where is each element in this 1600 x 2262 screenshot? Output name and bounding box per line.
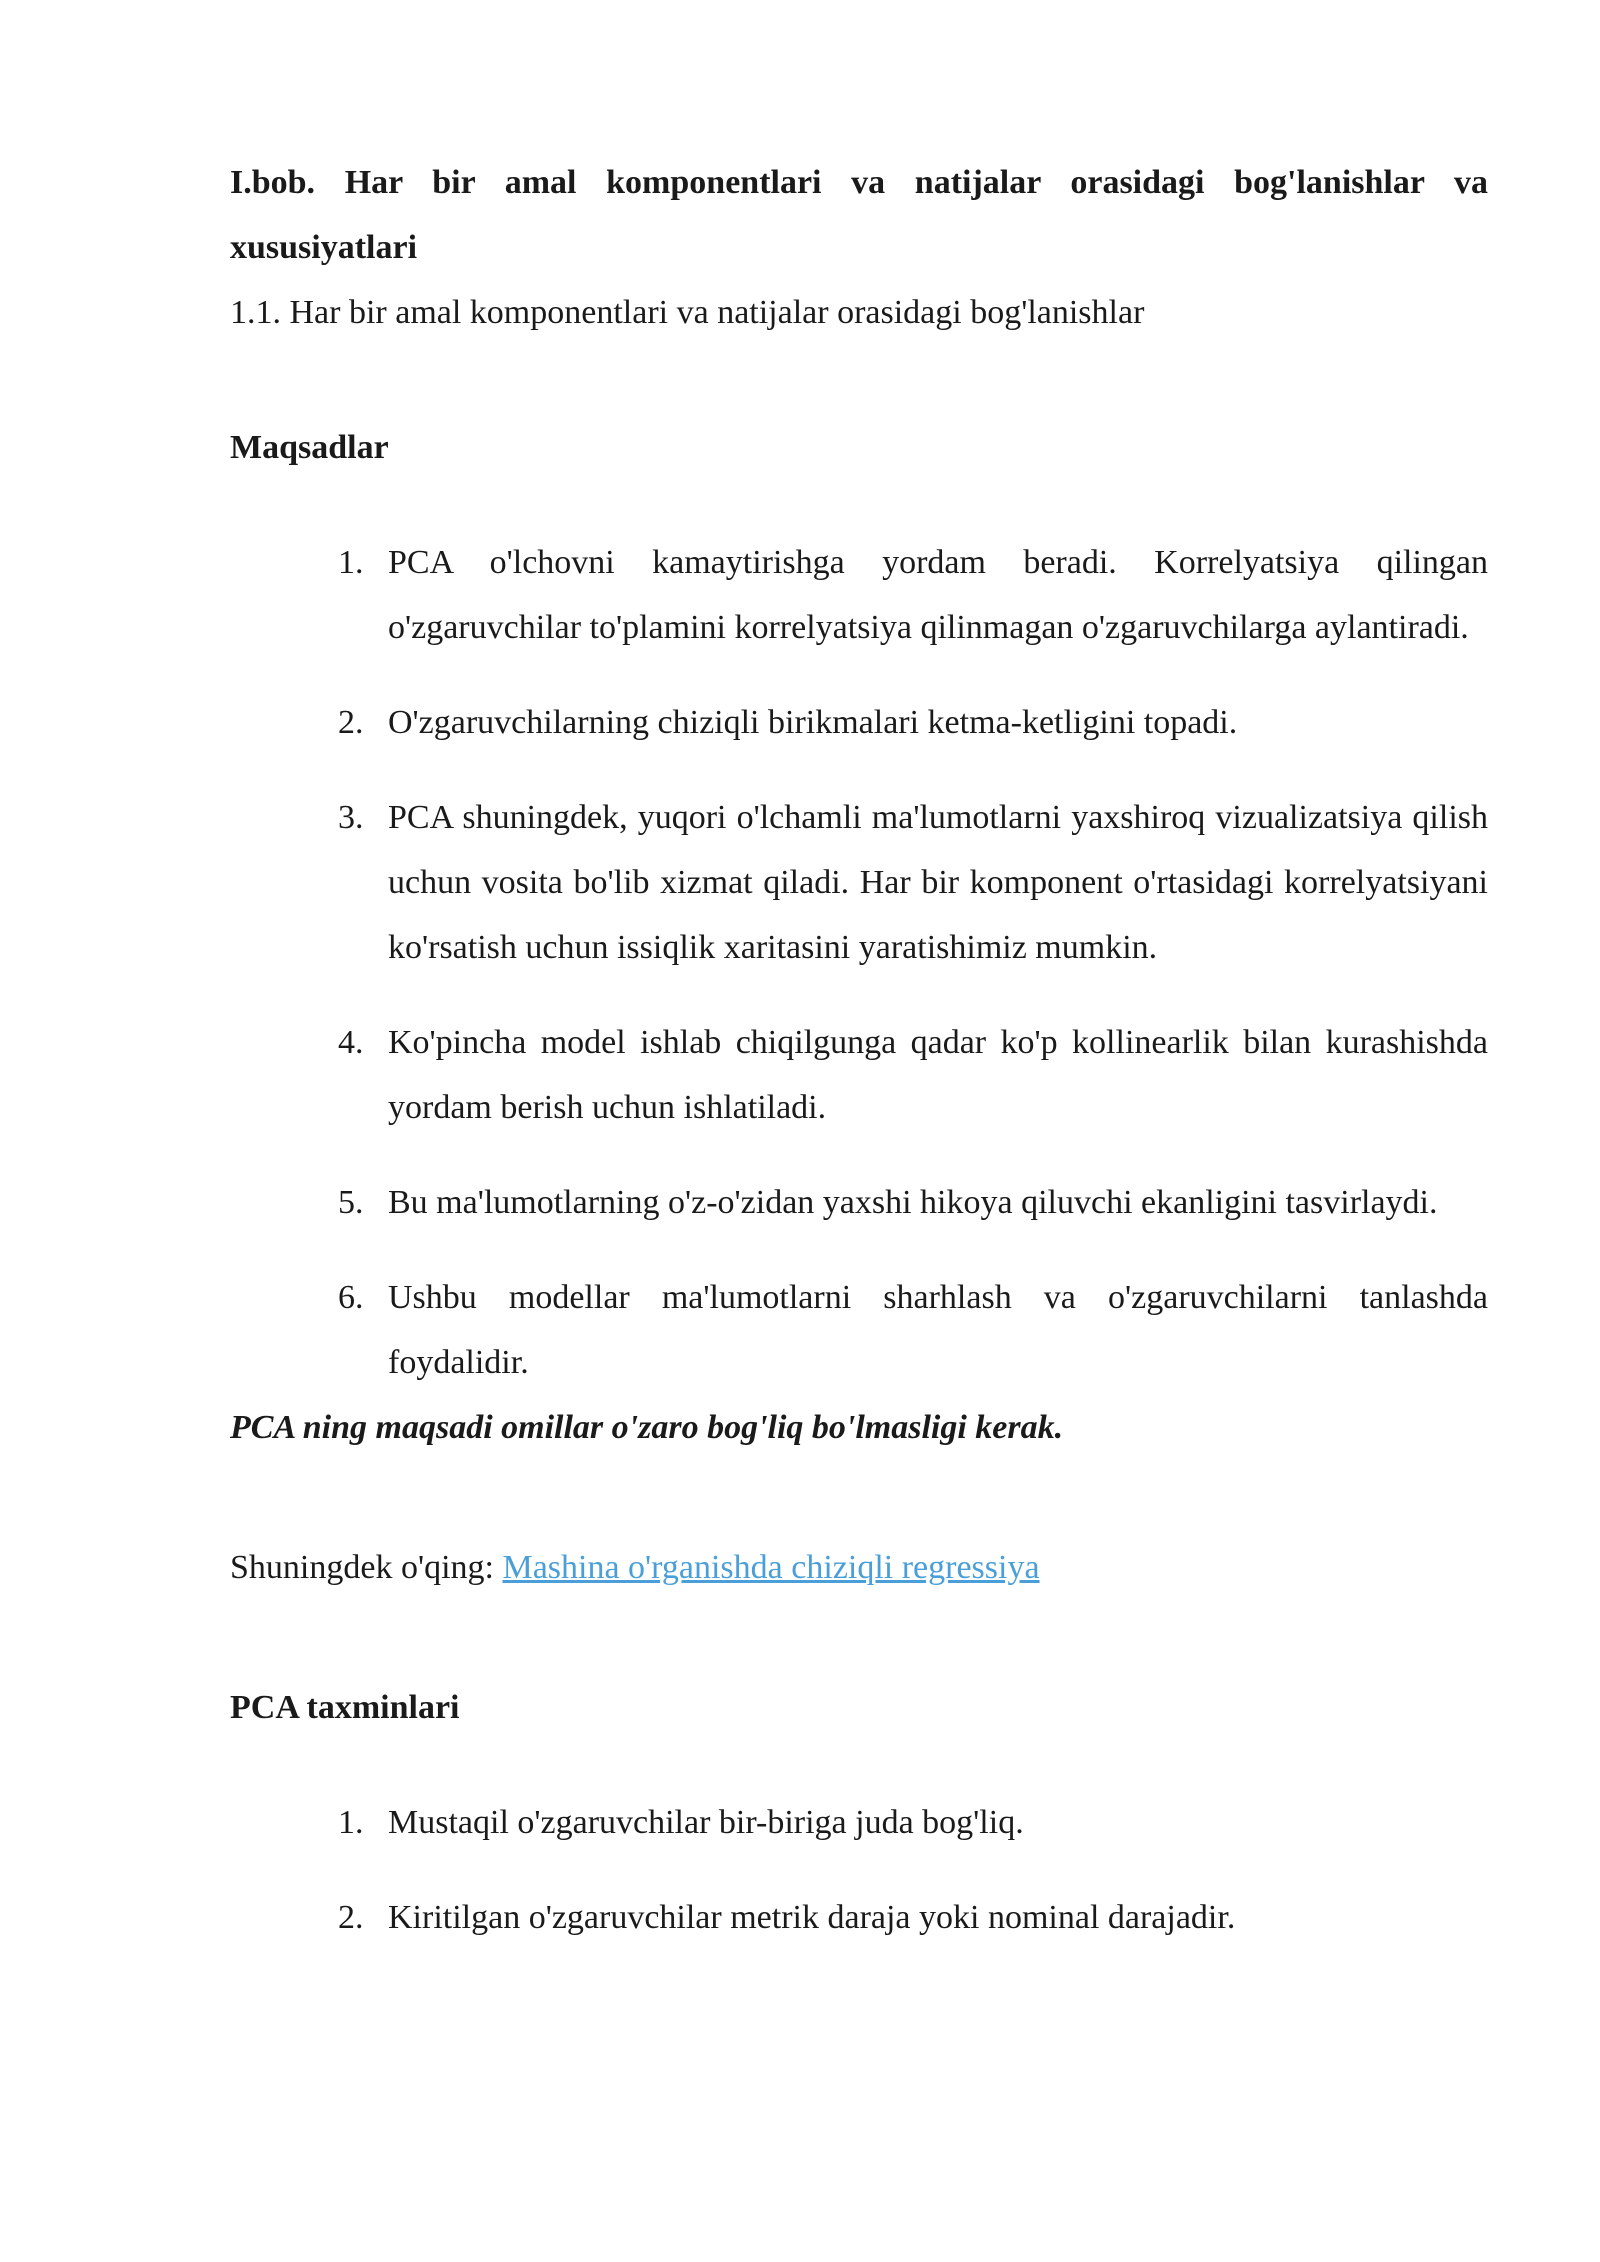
regression-article-link[interactable]: Mashina o'rganishda chiziqli regressiya [502, 1549, 1040, 1586]
list-item [230, 1885, 1488, 1950]
list-item-number: 1. [338, 1804, 364, 1841]
list-item [230, 1790, 1488, 1855]
list-item [230, 690, 1488, 755]
list-item-text: PCA shuningdek, yuqori o'lchamli ma'lumotlarni yaxshiroq vizualizatsiya qilish uchun vosita bo'lib xizmat qiladi. Har bir komponent o'rtasidagi korrelyatsiyani ko'rsatish uchun issiqlik xaritasini yaratishimiz mumkin. [388, 799, 1488, 966]
see-also-prefix: Shuningdek o'qing: [230, 1549, 503, 1586]
list-item-number: 5. [338, 1184, 364, 1221]
chapter-title: I.bob. Har bir amal komponentlari va natijalar orasidagi bog'lanishlar va xususiyatlari [230, 164, 1488, 266]
list-item-number: 2. [338, 704, 364, 741]
goals-heading: Maqsadlar [230, 429, 389, 466]
list-item-number: 4. [338, 1024, 364, 1061]
see-also-line [230, 1535, 1488, 1600]
goals-list [230, 530, 1488, 1395]
list-item [230, 1265, 1488, 1395]
list-item-number: 1. [338, 544, 364, 581]
list-item-text: Mustaqil o'zgaruvchilar bir-biriga juda bog'liq. [388, 1804, 1024, 1841]
list-item-number: 3. [338, 799, 364, 836]
list-item-text: Kiritilgan o'zgaruvchilar metrik daraja yoki nominal darajadir. [388, 1899, 1236, 1936]
list-item-number: 2. [338, 1899, 364, 1936]
list-item [230, 530, 1488, 660]
list-item-number: 6. [338, 1279, 364, 1316]
document-page [230, 150, 1488, 1950]
list-item [230, 1010, 1488, 1140]
list-item-text: PCA o'lchovni kamaytirishga yordam beradi. Korrelyatsiya qilingan o'zgaruvchilar to'plamini korrelyatsiya qilinmagan o'zgaruvchilarga aylantiradi. [388, 544, 1488, 646]
list-item-text: Bu ma'lumotlarning o'z-o'zidan yaxshi hikoya qiluvchi ekanligini tasvirlaydi. [388, 1184, 1438, 1221]
list-item-text: Ushbu modellar ma'lumotlarni sharhlash va o'zgaruvchilarni tanlashda foydalidir. [388, 1279, 1488, 1381]
assumptions-list [230, 1790, 1488, 1950]
assumptions-heading: PCA taxminlari [230, 1689, 460, 1726]
list-item [230, 1170, 1488, 1235]
goals-note: PCA ning maqsadi omillar o'zaro bog'liq bo'lmasligi kerak. [230, 1409, 1064, 1446]
list-item [230, 785, 1488, 980]
list-item-text: O'zgaruvchilarning chiziqli birikmalari ketma-ketligini topadi. [388, 704, 1238, 741]
section-title: 1.1. Har bir amal komponentlari va natijalar orasidagi bog'lanishlar [230, 294, 1145, 331]
list-item-text: Ko'pincha model ishlab chiqilgunga qadar ko'p kollinearlik bilan kurashishda yordam berish uchun ishlatiladi. [388, 1024, 1488, 1126]
